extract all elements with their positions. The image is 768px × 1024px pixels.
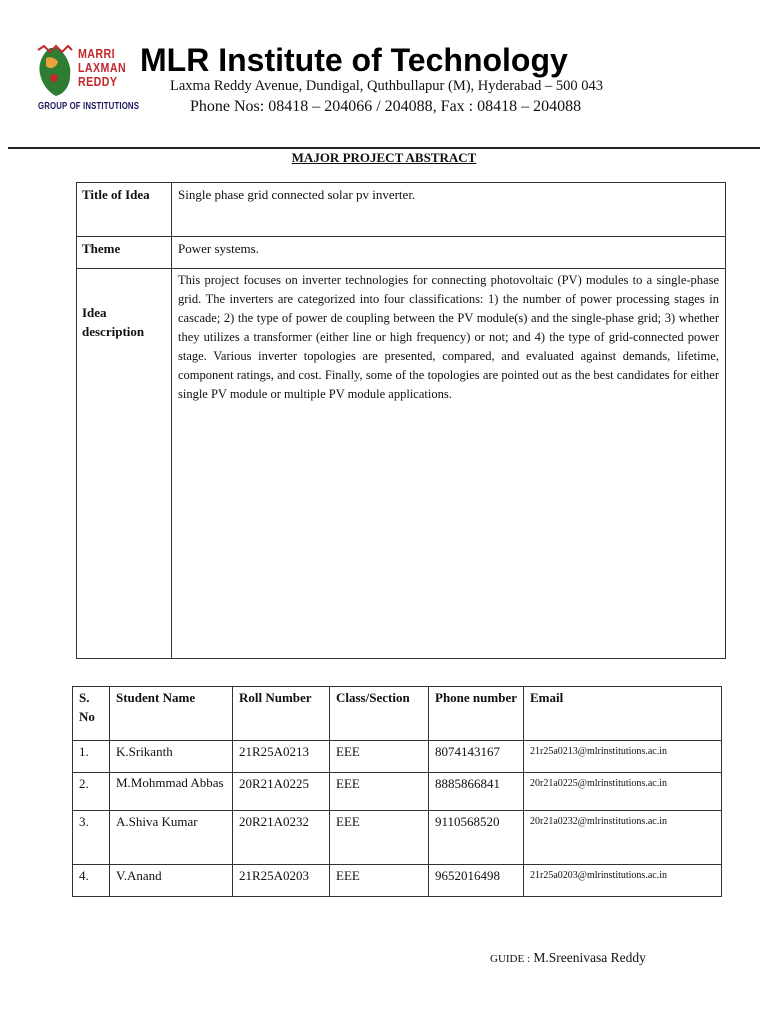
guide-label: GUIDE : xyxy=(490,953,531,965)
institution-name: MLR Institute of Technology xyxy=(140,42,568,78)
abstract-row-theme xyxy=(77,237,726,269)
students-table xyxy=(72,686,722,897)
abstract-table xyxy=(76,182,726,659)
row-phone: 9652016498 xyxy=(429,865,524,897)
row-class: EEE xyxy=(330,811,429,865)
row-email[interactable]: 20r21a0232@mlrinstitutions.ac.in xyxy=(524,811,722,865)
header-divider xyxy=(8,147,760,149)
row-sno: 4. xyxy=(73,865,110,897)
row-roll: 21R25A0203 xyxy=(233,865,330,897)
row-roll: 20R21A0232 xyxy=(233,811,330,865)
row-name: A.Shiva Kumar xyxy=(110,811,233,865)
row-class: EEE xyxy=(330,865,429,897)
table-row xyxy=(73,741,722,773)
description-label-text: Idea description xyxy=(82,305,145,339)
table-row xyxy=(73,773,722,811)
abstract-row-description xyxy=(77,269,726,659)
title-label: Title of Idea xyxy=(77,183,172,237)
document-title: MAJOR PROJECT ABSTRACT xyxy=(291,150,477,165)
theme-label: Theme xyxy=(77,237,172,269)
row-phone: 8885866841 xyxy=(429,773,524,811)
logo-word: REDDY xyxy=(78,74,118,89)
table-row xyxy=(73,865,722,897)
row-name: M.Mohmmad Abbas xyxy=(110,773,233,811)
header-email: Email xyxy=(524,687,722,741)
header-name: Student Name xyxy=(110,687,233,741)
row-phone: 9110568520 xyxy=(429,811,524,865)
row-class: EEE xyxy=(330,773,429,811)
institution-logo xyxy=(36,44,140,116)
abstract-row-title xyxy=(77,183,726,237)
institution-address: Laxma Reddy Avenue, Dundigal, Quthbullapur (M), Hyderabad – 500 043 xyxy=(170,78,604,94)
row-sno: 3. xyxy=(73,811,110,865)
guide-line xyxy=(490,950,646,966)
row-email[interactable]: 20r21a0225@mlrinstitutions.ac.in xyxy=(524,773,722,811)
row-email[interactable]: 21r25a0203@mlrinstitutions.ac.in xyxy=(524,865,722,897)
letterhead xyxy=(0,0,768,150)
row-roll: 21R25A0213 xyxy=(233,741,330,773)
students-header-row xyxy=(73,687,722,741)
logo-subtitle: GROUP OF INSTITUTIONS xyxy=(38,101,140,112)
table-row xyxy=(73,811,722,865)
header-roll: Roll Number xyxy=(233,687,330,741)
title-value: Single phase grid connected solar pv inverter. xyxy=(172,183,726,237)
header-class: Class/Section xyxy=(330,687,429,741)
row-sno: 2. xyxy=(73,773,110,811)
description-label xyxy=(77,269,172,659)
row-phone: 8074143167 xyxy=(429,741,524,773)
logo-word: LAXMAN xyxy=(78,60,127,75)
row-name: K.Srikanth xyxy=(110,741,233,773)
header-sno: S. No xyxy=(73,687,110,741)
row-roll: 20R21A0225 xyxy=(233,773,330,811)
guide-name: M.Sreenivasa Reddy xyxy=(533,950,646,965)
description-value: This project focuses on inverter technologies for connecting photovoltaic (PV) modules to a single-phase grid. The inverters are categorized into four classifications: 1) the number of power processing stages in cascade; 2) the type of power de coupling between the PV module(s) and the single-phase grid; 3) whether they utilizes a transformer (either line or high frequency) or not; and 4) the type of grid-connected power stage. Various inverter topologies are presented, compared, and evaluated against demands, lifetime, component ratings, and cost. Finally, some of the topologies are pointed out as the best candidates for either single PV module or multiple PV module applications. xyxy=(172,269,726,659)
header-phone: Phone number xyxy=(429,687,524,741)
theme-value: Power systems. xyxy=(172,237,726,269)
row-class: EEE xyxy=(330,741,429,773)
row-name: V.Anand xyxy=(110,865,233,897)
row-email[interactable]: 21r25a0213@mlrinstitutions.ac.in xyxy=(524,741,722,773)
row-sno: 1. xyxy=(73,741,110,773)
logo-word: MARRI xyxy=(78,46,115,61)
institution-phone: Phone Nos: 08418 – 204066 / 204088, Fax : 08418 – 204088 xyxy=(190,98,582,115)
